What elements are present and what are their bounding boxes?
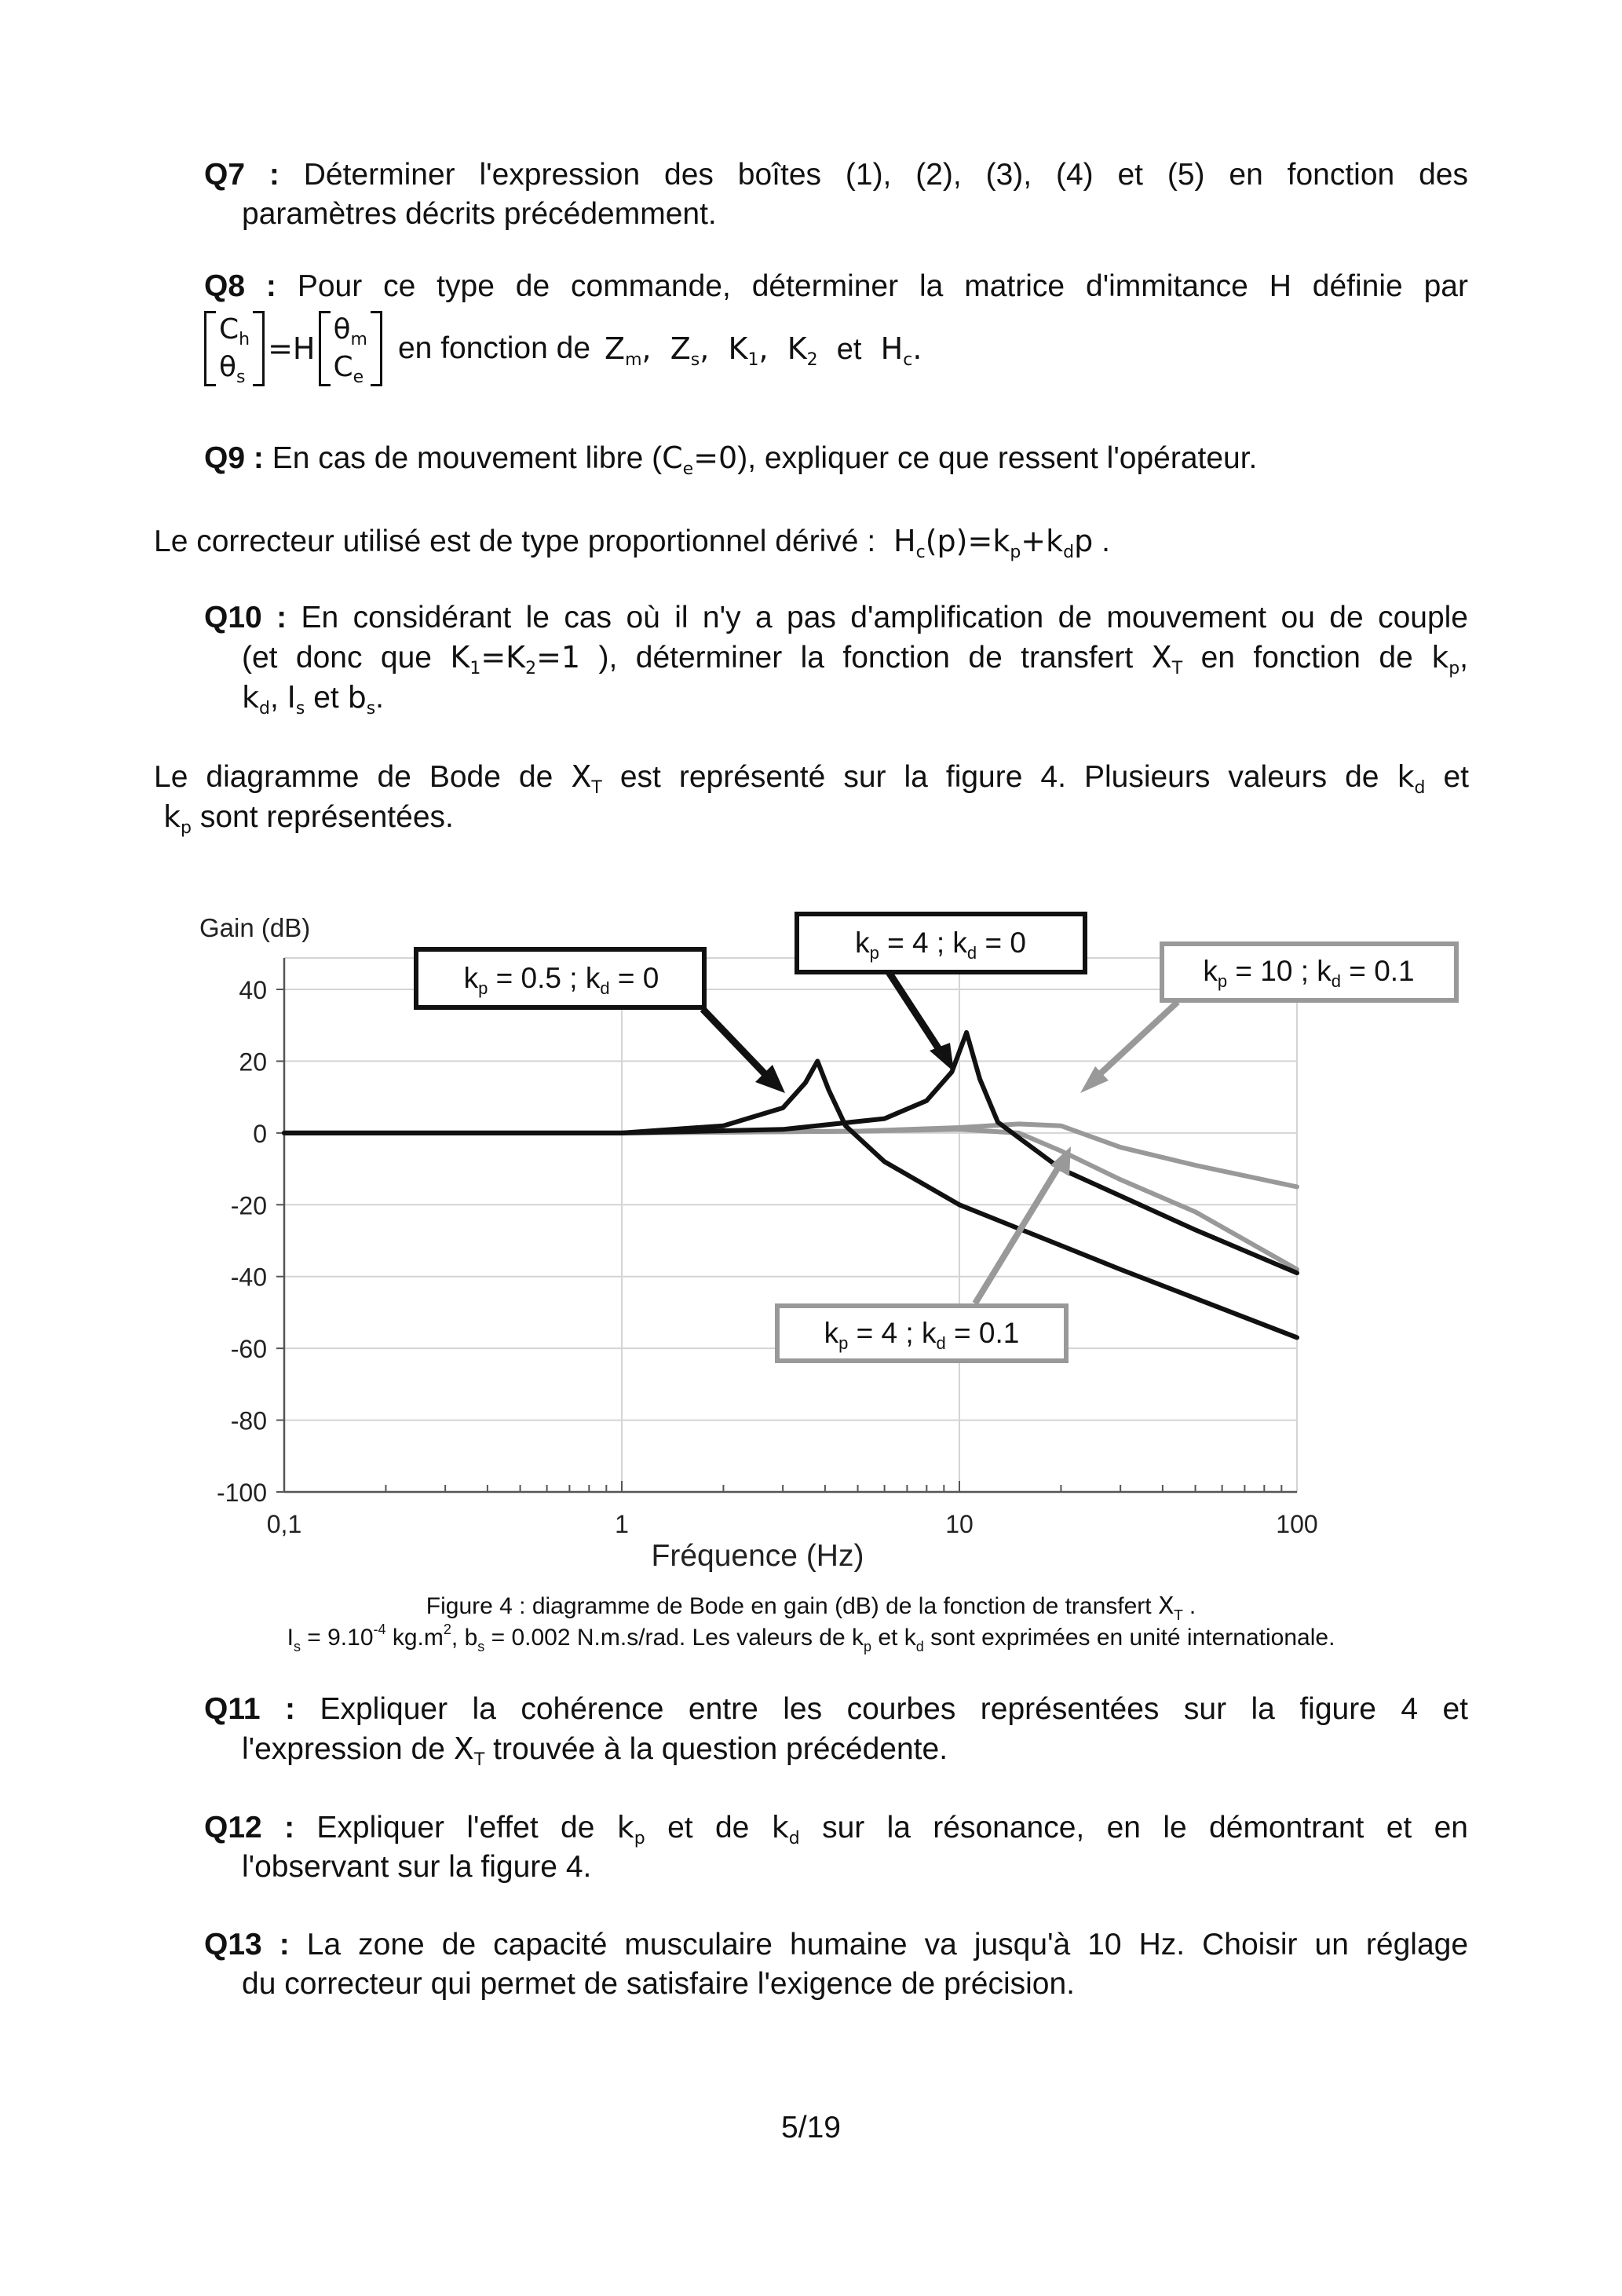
bode-chart (0, 887, 1622, 1578)
question-q10: Q10 : En considérant le cas où il n'y a pas d'amplification de mouvement ou de couple (et donc que $K_1=K_2=1$ ), déterminer la fonction de transfert $X_T$ en fonction de $k_p$, $k_d$, $I_s$ et $b_s$. (204, 601, 1469, 718)
matrix-rhs: $\theta_m$ $C_e$ (319, 311, 382, 386)
matrix-lhs: $C_h$ $\theta_s$ (204, 311, 265, 386)
svg-text:kp = 4 ; kd = 0.1: $k_p = 4$ ; $k_d = 0.1$ (824, 1317, 1020, 1353)
question-q9: Q9 : En cas de mouvement libre $(C_e=0)$, expliquer ce que ressent l'opérateur. (204, 441, 1258, 479)
y-tick-label: 20 (239, 1047, 267, 1077)
matrix-eq: =H (268, 331, 316, 366)
q9-label: Q9 : (204, 441, 264, 475)
y-tick-label: -80 (230, 1406, 267, 1435)
q12-label: Q12 : (204, 1811, 295, 1844)
q11-label: Q11 : (204, 1692, 296, 1726)
axes (276, 958, 1297, 1492)
q8-text-line1: Pour ce type de commande, déterminer la matrice d'immitance H définie par (297, 269, 1468, 303)
x-tick-label: 100 (1276, 1510, 1318, 1538)
callout-kp4-kd0 (797, 914, 1085, 1072)
x-tick-label: 0,1 (266, 1510, 302, 1538)
q8-text-a: en fonction de (397, 331, 591, 365)
q7-text-line1: Déterminer l'expression des boîtes (1), (2), (3), (4) et (5) en fonction des (303, 158, 1468, 192)
curve-kp-4-kd-0-1 (284, 1129, 1297, 1269)
q7-text-line2: paramètres décrits précédemment. (242, 197, 717, 231)
y-tick-label: 0 (253, 1119, 267, 1148)
q8-vars: $Z_m$, $Z_s$, $K_1$, $K_2$ et $H_c$. (605, 331, 922, 370)
callout-kp4-kd01 (777, 1146, 1071, 1361)
y-tick-label: 40 (239, 976, 267, 1004)
paragraph-correcteur: Le correcteur utilisé est de type proportionnel dérivé : $H_c(p)=k_p+k_dp$ . (154, 524, 1110, 562)
x-tick-label: 1 (615, 1510, 629, 1538)
svg-text:kp = 10 ; kd = 0.1: $k_p = 10$ ; $k_d = 0.1$ (1203, 955, 1415, 991)
y-tick-label: -40 (230, 1263, 267, 1292)
q8-formula (204, 311, 1468, 386)
svg-text:kp = 4 ; kd = 0: $k_p = 4$ ; $k_d = 0$ (855, 927, 1026, 963)
y-axis-label: Gain (dB) (199, 913, 311, 942)
question-q7 (204, 155, 1468, 234)
svg-text:kp = 0.5 ; kd = 0: $k_p = 0.5$ ; $k_d = 0$ (463, 962, 659, 998)
question-q13: Q13 : La zone de capacité musculaire humaine va jusqu'à 10 Hz. Choisir un réglage du correcteur qui permet de satisfaire l'exigence de précision. (204, 1928, 1469, 2001)
tick-labels (217, 976, 1318, 1538)
q8-label: Q8 : (204, 269, 276, 303)
question-q12: Q12 : Expliquer l'effet de $k_p$ et de $k_d$ sur la résonance, en le démontrant et en l'observant sur la figure 4. (204, 1810, 1468, 1884)
figure-caption: Figure 4 : diagramme de Bode en gain (dB) de la fonction de transfert $X_T$ . $I_s = 9.10^{-4}$ $kg.m^2$, $b_s = 0.002$ N.m.s/rad. Les valeurs de $k_p$ et $k_d$ sont exprimées en unité internationale. (287, 1592, 1335, 1654)
y-tick-label: -60 (230, 1335, 267, 1364)
callout-kp05-kd0 (416, 949, 785, 1093)
callout-kp10-kd01 (1080, 944, 1456, 1093)
question-q11: Q11 : Expliquer la cohérence entre les courbes représentées sur la figure 4 et l'expression de $X_T$ trouvée à la question précédente. (204, 1692, 1469, 1770)
x-axis-label: Fréquence (Hz) (651, 1539, 864, 1573)
curve-kp-0-5-kd-0 (284, 1061, 1297, 1337)
grid (284, 958, 1297, 1492)
curves (284, 1033, 1297, 1338)
q7-label: Q7 : (204, 158, 279, 192)
q13-label: Q13 : (204, 1928, 290, 1961)
x-tick-label: 10 (945, 1510, 974, 1538)
y-tick-label: -100 (216, 1479, 267, 1507)
y-tick-label: -20 (230, 1191, 267, 1220)
question-q8 (204, 267, 1468, 386)
page-number: 5/19 (781, 2111, 841, 2144)
q10-label: Q10 : (204, 601, 287, 634)
paragraph-bode: Le diagramme de Bode de $X_T$ est représenté sur la figure 4. Plusieurs valeurs de $k_d$ et $k_p$ sont représentées. (154, 759, 1470, 838)
